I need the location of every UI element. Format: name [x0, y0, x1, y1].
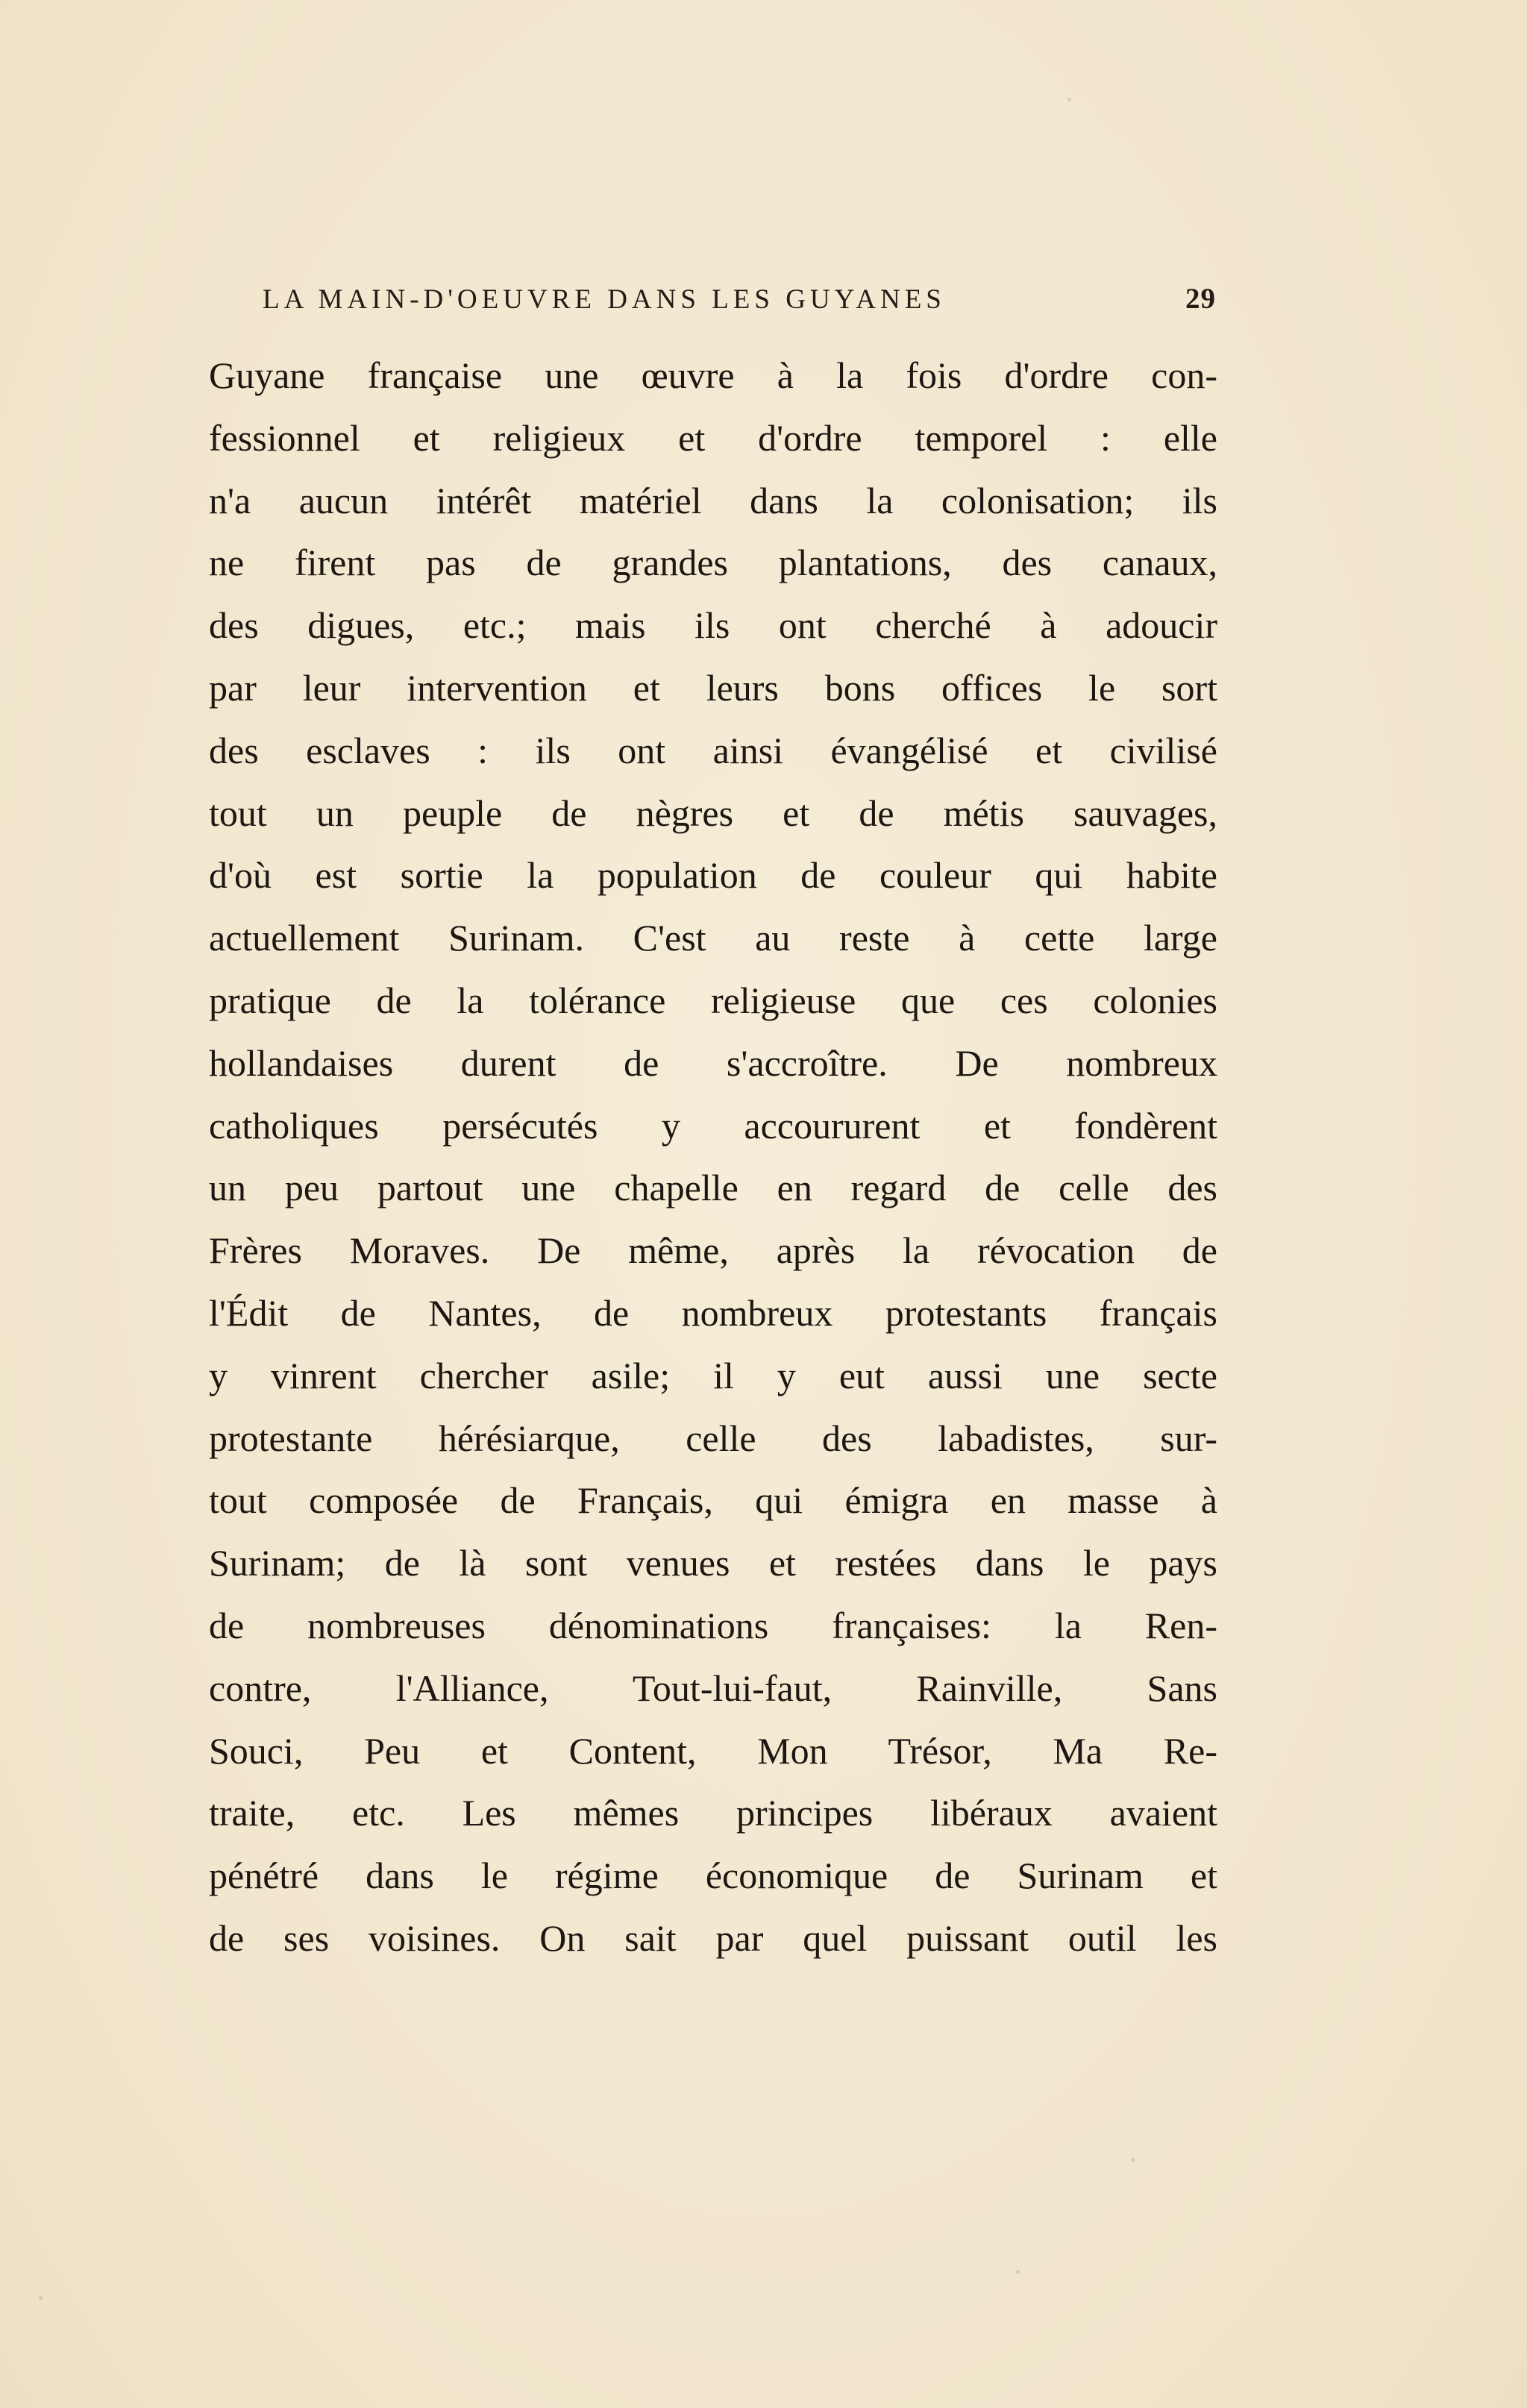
text-line: Guyane française une œuvre à la fois d'ordre con-: [209, 354, 1217, 396]
text-line: un peu partout une chapelle en regard de celle des: [209, 1167, 1217, 1209]
text-line: d'où est sortie la population de couleur qui habite: [209, 854, 1217, 897]
text-line: catholiques persécutés y accoururent et fondèrent: [209, 1104, 1217, 1147]
text-line: contre, l'Alliance, Tout-lui-faut, Rainville, Sans: [209, 1667, 1217, 1709]
text-line: de ses voisines. On sait par quel puissant outil les: [209, 1916, 1217, 1959]
text-line: de nombreuses dénominations françaises: la Ren-: [209, 1604, 1217, 1646]
paper-speck: [1131, 2158, 1135, 2162]
text-line: Souci, Peu et Content, Mon Trésor, Ma Re-: [209, 1729, 1217, 1772]
paper-speck: [1067, 98, 1071, 101]
text-line: des esclaves : ils ont ainsi évangélisé et civilisé: [209, 729, 1217, 771]
text-line: protestante hérésiarque, celle des labadistes, sur-: [209, 1417, 1217, 1459]
text-line: y vinrent chercher asile; il y eut aussi une secte: [209, 1354, 1217, 1396]
text-line: fessionnel et religieux et d'ordre temporel : elle: [209, 416, 1217, 459]
text-line: Frères Moraves. De même, après la révocation de: [209, 1229, 1217, 1272]
text-line: des digues, etc.; mais ils ont cherché à adoucir: [209, 604, 1217, 647]
text-line: n'a aucun intérêt matériel dans la colonisation; ils: [209, 479, 1217, 521]
text-line: Surinam; de là sont venues et restées dans le pays: [209, 1542, 1217, 1584]
text-line: pénétré dans le régime économique de Surinam et: [209, 1854, 1217, 1897]
text-line: ne firent pas de grandes plantations, des canaux,: [209, 542, 1217, 584]
running-title: LA MAIN-D'OEUVRE DANS LES GUYANES: [263, 284, 946, 315]
text-line: tout un peuple de nègres et de métis sauvages,: [209, 791, 1217, 834]
body-text: [209, 345, 1217, 1970]
text-line: par leur intervention et leurs bons offices le sort: [209, 666, 1217, 709]
text-line: pratique de la tolérance religieuse que ces colonies: [209, 979, 1217, 1021]
paper-speck: [39, 2296, 43, 2300]
text-line: actuellement Surinam. C'est au reste à cette large: [209, 917, 1217, 959]
text-line: traite, etc. Les mêmes principes libéraux avaient: [209, 1792, 1217, 1834]
paper-speck: [1016, 2270, 1020, 2274]
running-header: [263, 282, 1216, 327]
page-number: 29: [1185, 283, 1216, 315]
text-line: tout composée de Français, qui émigra en masse à: [209, 1479, 1217, 1522]
text-line: hollandaises durent de s'accroître. De nombreux: [209, 1041, 1217, 1084]
text-line: l'Édit de Nantes, de nombreux protestants français: [209, 1291, 1217, 1334]
